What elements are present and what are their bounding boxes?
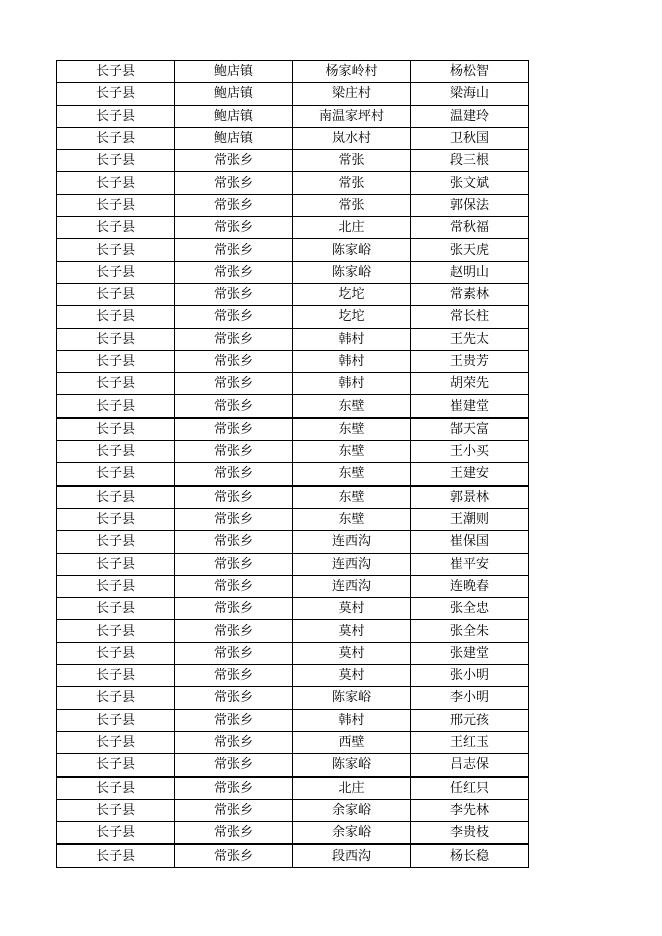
village-cell: 岚水村 xyxy=(293,127,411,149)
name-cell: 卫秋国 xyxy=(411,127,529,149)
county-cell: 长子县 xyxy=(57,283,175,305)
village-cell: 连西沟 xyxy=(293,553,411,575)
name-cell: 王小买 xyxy=(411,441,529,463)
village-cell: 莫村 xyxy=(293,598,411,620)
village-cell: 杨家岭村 xyxy=(293,61,411,83)
name-cell: 吕志保 xyxy=(411,754,529,777)
name-cell: 梁海山 xyxy=(411,83,529,105)
village-cell: 韩村 xyxy=(293,373,411,395)
table-row xyxy=(57,731,529,753)
township-cell: 常张乡 xyxy=(175,306,293,328)
township-cell: 常张乡 xyxy=(175,239,293,261)
table-row xyxy=(57,217,529,239)
village-cell: 韩村 xyxy=(293,709,411,731)
name-cell: 郭景林 xyxy=(411,486,529,509)
name-cell: 杨松智 xyxy=(411,61,529,83)
name-cell: 李小明 xyxy=(411,687,529,709)
township-cell: 常张乡 xyxy=(175,731,293,753)
county-cell: 长子县 xyxy=(57,799,175,821)
village-cell: 陈家峪 xyxy=(293,239,411,261)
township-cell: 常张乡 xyxy=(175,418,293,441)
county-cell: 长子县 xyxy=(57,486,175,509)
village-cell: 东壁 xyxy=(293,508,411,530)
township-cell: 常张乡 xyxy=(175,217,293,239)
county-cell: 长子县 xyxy=(57,105,175,127)
county-cell: 长子县 xyxy=(57,642,175,664)
table-row xyxy=(57,463,529,486)
village-cell: 东壁 xyxy=(293,418,411,441)
county-cell: 长子县 xyxy=(57,261,175,283)
county-cell: 长子县 xyxy=(57,731,175,753)
county-cell: 长子县 xyxy=(57,373,175,395)
name-cell: 连晚春 xyxy=(411,575,529,597)
table-row xyxy=(57,531,529,553)
table-row xyxy=(57,283,529,305)
name-cell: 崔建堂 xyxy=(411,395,529,418)
village-cell: 韩村 xyxy=(293,328,411,350)
county-cell: 长子县 xyxy=(57,844,175,867)
county-cell: 长子县 xyxy=(57,598,175,620)
township-cell: 常张乡 xyxy=(175,531,293,553)
village-cell: 东壁 xyxy=(293,441,411,463)
table-row xyxy=(57,575,529,597)
township-cell: 常张乡 xyxy=(175,777,293,800)
village-cell: 圪坨 xyxy=(293,283,411,305)
township-cell: 常张乡 xyxy=(175,486,293,509)
county-cell: 长子县 xyxy=(57,754,175,777)
village-cell: 莫村 xyxy=(293,665,411,687)
table-row xyxy=(57,83,529,105)
county-cell: 长子县 xyxy=(57,531,175,553)
name-cell: 胡荣先 xyxy=(411,373,529,395)
county-cell: 长子县 xyxy=(57,328,175,350)
township-cell: 常张乡 xyxy=(175,194,293,216)
township-cell: 常张乡 xyxy=(175,463,293,486)
table-row xyxy=(57,350,529,372)
village-cell: 圪坨 xyxy=(293,306,411,328)
township-cell: 常张乡 xyxy=(175,754,293,777)
name-cell: 常素林 xyxy=(411,283,529,305)
township-cell: 常张乡 xyxy=(175,150,293,172)
table-row xyxy=(57,553,529,575)
table-row xyxy=(57,822,529,845)
name-cell: 任红只 xyxy=(411,777,529,800)
village-cell: 常张 xyxy=(293,150,411,172)
table-row xyxy=(57,754,529,777)
table-row xyxy=(57,799,529,821)
village-cell: 余家峪 xyxy=(293,822,411,845)
name-cell: 段三根 xyxy=(411,150,529,172)
name-cell: 王潮则 xyxy=(411,508,529,530)
township-cell: 常张乡 xyxy=(175,844,293,867)
township-cell: 常张乡 xyxy=(175,642,293,664)
table-row xyxy=(57,239,529,261)
township-cell: 鲍店镇 xyxy=(175,61,293,83)
table-row xyxy=(57,620,529,642)
table-row xyxy=(57,418,529,441)
name-cell: 邢元孩 xyxy=(411,709,529,731)
village-cell: 北庄 xyxy=(293,777,411,800)
village-cell: 东壁 xyxy=(293,486,411,509)
table-row xyxy=(57,665,529,687)
table-row xyxy=(57,395,529,418)
name-cell: 赵明山 xyxy=(411,261,529,283)
village-cell: 东壁 xyxy=(293,395,411,418)
county-cell: 长子县 xyxy=(57,194,175,216)
name-cell: 王建安 xyxy=(411,463,529,486)
name-cell: 张全朱 xyxy=(411,620,529,642)
county-cell: 长子县 xyxy=(57,441,175,463)
name-cell: 崔保国 xyxy=(411,531,529,553)
township-cell: 常张乡 xyxy=(175,441,293,463)
township-cell: 常张乡 xyxy=(175,665,293,687)
name-cell: 王红玉 xyxy=(411,731,529,753)
name-cell: 李贵枝 xyxy=(411,822,529,845)
name-cell: 王先太 xyxy=(411,328,529,350)
county-cell: 长子县 xyxy=(57,709,175,731)
village-cell: 梁庄村 xyxy=(293,83,411,105)
table-row xyxy=(57,777,529,800)
county-cell: 长子县 xyxy=(57,395,175,418)
township-cell: 常张乡 xyxy=(175,261,293,283)
county-cell: 长子县 xyxy=(57,508,175,530)
table-row xyxy=(57,194,529,216)
table-row xyxy=(57,844,529,867)
township-cell: 常张乡 xyxy=(175,350,293,372)
table-row xyxy=(57,486,529,509)
county-cell: 长子县 xyxy=(57,553,175,575)
county-cell: 长子县 xyxy=(57,620,175,642)
name-cell: 张建堂 xyxy=(411,642,529,664)
township-cell: 鲍店镇 xyxy=(175,105,293,127)
village-cell: 连西沟 xyxy=(293,575,411,597)
name-cell: 常长柱 xyxy=(411,306,529,328)
village-cell: 莫村 xyxy=(293,620,411,642)
table-row xyxy=(57,172,529,194)
township-cell: 常张乡 xyxy=(175,553,293,575)
village-cell: 常张 xyxy=(293,194,411,216)
township-cell: 常张乡 xyxy=(175,508,293,530)
township-cell: 常张乡 xyxy=(175,283,293,305)
name-cell: 张小明 xyxy=(411,665,529,687)
table-row xyxy=(57,61,529,83)
village-cell: 段西沟 xyxy=(293,844,411,867)
county-cell: 长子县 xyxy=(57,150,175,172)
table-row xyxy=(57,642,529,664)
name-cell: 张文斌 xyxy=(411,172,529,194)
table-row xyxy=(57,306,529,328)
village-cell: 连西沟 xyxy=(293,531,411,553)
name-cell: 杨长稳 xyxy=(411,844,529,867)
township-cell: 常张乡 xyxy=(175,172,293,194)
county-cell: 长子县 xyxy=(57,777,175,800)
name-cell: 郜天富 xyxy=(411,418,529,441)
name-cell: 张全忠 xyxy=(411,598,529,620)
county-cell: 长子县 xyxy=(57,665,175,687)
county-cell: 长子县 xyxy=(57,217,175,239)
table-row xyxy=(57,105,529,127)
table-row xyxy=(57,127,529,149)
table-row xyxy=(57,598,529,620)
township-cell: 鲍店镇 xyxy=(175,83,293,105)
village-cell: 常张 xyxy=(293,172,411,194)
table-row xyxy=(57,687,529,709)
township-cell: 常张乡 xyxy=(175,575,293,597)
township-cell: 常张乡 xyxy=(175,395,293,418)
county-cell: 长子县 xyxy=(57,418,175,441)
table-row xyxy=(57,150,529,172)
county-cell: 长子县 xyxy=(57,575,175,597)
village-cell: 东壁 xyxy=(293,463,411,486)
township-cell: 常张乡 xyxy=(175,687,293,709)
village-cell: 西壁 xyxy=(293,731,411,753)
name-cell: 常秋福 xyxy=(411,217,529,239)
village-cell: 莫村 xyxy=(293,642,411,664)
county-cell: 长子县 xyxy=(57,83,175,105)
county-cell: 长子县 xyxy=(57,172,175,194)
name-cell: 张天虎 xyxy=(411,239,529,261)
county-cell: 长子县 xyxy=(57,687,175,709)
county-cell: 长子县 xyxy=(57,822,175,845)
township-cell: 常张乡 xyxy=(175,620,293,642)
village-cell: 韩村 xyxy=(293,350,411,372)
village-cell: 南温家坪村 xyxy=(293,105,411,127)
name-cell: 郭保法 xyxy=(411,194,529,216)
name-cell: 温建玲 xyxy=(411,105,529,127)
name-cell: 王贵芳 xyxy=(411,350,529,372)
name-cell: 李先林 xyxy=(411,799,529,821)
county-cell: 长子县 xyxy=(57,350,175,372)
county-cell: 长子县 xyxy=(57,463,175,486)
township-cell: 常张乡 xyxy=(175,799,293,821)
county-cell: 长子县 xyxy=(57,306,175,328)
village-cell: 陈家峪 xyxy=(293,754,411,777)
village-cell: 陈家峪 xyxy=(293,261,411,283)
table-row xyxy=(57,508,529,530)
table-row xyxy=(57,373,529,395)
township-cell: 常张乡 xyxy=(175,373,293,395)
village-cell: 余家峪 xyxy=(293,799,411,821)
township-cell: 鲍店镇 xyxy=(175,127,293,149)
data-table xyxy=(56,60,529,868)
table-row xyxy=(57,328,529,350)
table-body xyxy=(57,61,529,868)
township-cell: 常张乡 xyxy=(175,709,293,731)
village-cell: 北庄 xyxy=(293,217,411,239)
county-cell: 长子县 xyxy=(57,239,175,261)
county-cell: 长子县 xyxy=(57,127,175,149)
township-cell: 常张乡 xyxy=(175,822,293,845)
township-cell: 常张乡 xyxy=(175,598,293,620)
village-cell: 陈家峪 xyxy=(293,687,411,709)
table-row xyxy=(57,709,529,731)
county-cell: 长子县 xyxy=(57,61,175,83)
table-row xyxy=(57,261,529,283)
table-row xyxy=(57,441,529,463)
township-cell: 常张乡 xyxy=(175,328,293,350)
name-cell: 崔平安 xyxy=(411,553,529,575)
